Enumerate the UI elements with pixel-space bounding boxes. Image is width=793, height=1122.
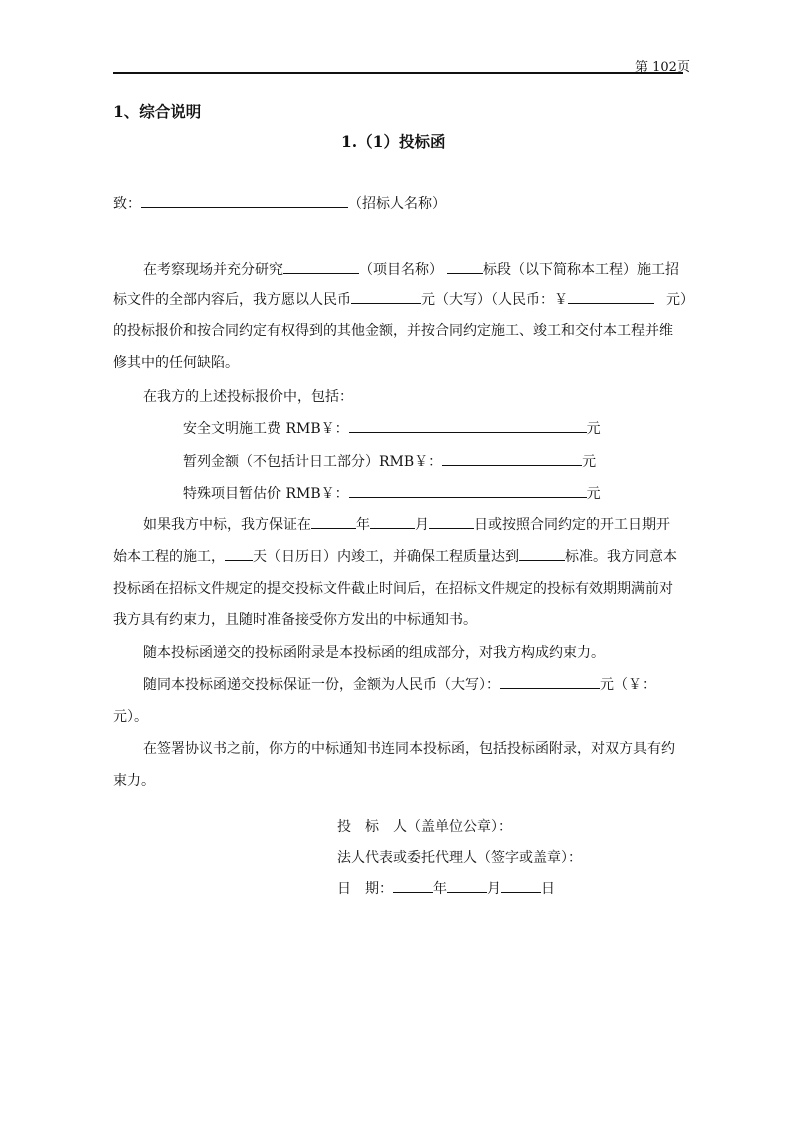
item-safety-fee bbox=[113, 418, 753, 438]
para1-line3: 的投标报价和按合同约定有权得到的其他金额，并按合同约定施工、竣工和交付本工程并维 bbox=[113, 323, 673, 339]
addressee-suffix: （招标人名称） bbox=[348, 196, 446, 212]
includes-intro: 在我方的上述投标报价中，包括： bbox=[143, 389, 353, 405]
start-year-blank[interactable] bbox=[311, 514, 356, 529]
year-label: 年 bbox=[433, 881, 447, 897]
para1-text-c: 标段（以下简称本工程）施工招 bbox=[483, 262, 679, 278]
month-label: 月 bbox=[487, 881, 501, 897]
para2-line1 bbox=[113, 514, 713, 534]
sign-year-blank[interactable] bbox=[393, 878, 433, 893]
item-label: 特殊项目暂估价 RMB￥： bbox=[183, 486, 349, 502]
item-label: 暂列金额（不包括计日工部分）RMB￥： bbox=[183, 454, 443, 470]
bid-amount-words-blank[interactable] bbox=[351, 289, 421, 304]
header-rule bbox=[113, 72, 683, 74]
para5-line2: 束力。 bbox=[113, 773, 155, 789]
para2-text-b: 年 bbox=[356, 517, 370, 533]
para4-text-a: 随同本投标函递交投标保证一份，金额为人民币（大写）： bbox=[143, 677, 500, 693]
item-provisional-sum bbox=[113, 451, 753, 471]
start-day-blank[interactable] bbox=[429, 514, 474, 529]
addressee-prefix: 致： bbox=[113, 196, 141, 212]
document-title: 1.（1）投标函 bbox=[341, 132, 446, 151]
para2-line3: 投标函在招标文件规定的提交投标文件截止时间后，在招标文件规定的投标有效期期满前对 bbox=[113, 581, 673, 597]
para4-line2: 元）。 bbox=[113, 709, 148, 725]
bid-amount-figures-blank[interactable] bbox=[568, 289, 654, 304]
project-name-blank[interactable] bbox=[283, 259, 359, 274]
para2-text-f: 天（日历日）内竣工，并确保工程质量达到 bbox=[253, 549, 519, 565]
para1-text-d: 标文件的全部内容后，我方愿以人民币 bbox=[113, 292, 351, 308]
para4-text-b: 元（￥： bbox=[600, 677, 656, 693]
para3: 随本投标函递交的投标函附录是本投标函的组成部分，对我方构成约束力。 bbox=[143, 645, 605, 661]
lot-blank[interactable] bbox=[447, 259, 483, 274]
day-label: 日 bbox=[541, 881, 555, 897]
para2-text-d: 日或按照合同约定的开工日期开 bbox=[474, 517, 670, 533]
para1-line2 bbox=[113, 289, 694, 309]
guarantee-amount-blank[interactable] bbox=[500, 674, 600, 689]
para4-line1 bbox=[113, 674, 713, 694]
para2-line4: 我方具有约束力，且随时准备接受你方发出的中标通知书。 bbox=[113, 612, 477, 628]
start-month-blank[interactable] bbox=[370, 514, 415, 529]
para1-text-e: 元（大写）（人民币：￥ bbox=[421, 292, 568, 308]
item-special-estimate bbox=[113, 483, 753, 503]
duration-days-blank[interactable] bbox=[225, 546, 253, 561]
quality-standard-blank[interactable] bbox=[519, 546, 565, 561]
sign-day-blank[interactable] bbox=[501, 878, 541, 893]
representative-signature-line: 法人代表或委托代理人（签字或盖章）： bbox=[337, 850, 582, 866]
para2-text-c: 月 bbox=[415, 517, 429, 533]
item-unit: 元 bbox=[586, 421, 601, 437]
page-number: 第 102页 bbox=[635, 60, 690, 75]
addressee-line bbox=[113, 193, 683, 213]
item-unit: 元 bbox=[586, 486, 601, 502]
para1-line1 bbox=[113, 259, 713, 279]
para2-text-a: 如果我方中标，我方保证在 bbox=[143, 517, 311, 533]
date-label: 日 期： bbox=[337, 881, 393, 897]
date-line bbox=[337, 878, 555, 898]
provisional-sum-blank[interactable] bbox=[442, 451, 582, 466]
para2-text-g: 标准。我方同意本 bbox=[565, 549, 677, 565]
para1-text-b: （项目名称） bbox=[359, 262, 443, 278]
tenderee-name-blank[interactable] bbox=[141, 193, 348, 208]
section-title: 1、综合说明 bbox=[113, 102, 202, 121]
para5-line1: 在签署协议书之前，你方的中标通知书连同本投标函，包括投标函附录，对双方具有约 bbox=[143, 741, 675, 757]
para1-line4: 修其中的任何缺陷。 bbox=[113, 355, 239, 371]
item-unit: 元 bbox=[582, 454, 597, 470]
para1-text-a: 在考察现场并充分研究 bbox=[143, 262, 283, 278]
bidder-signature-line: 投 标 人（盖单位公章）： bbox=[337, 819, 512, 835]
safety-fee-blank[interactable] bbox=[349, 418, 587, 433]
sign-month-blank[interactable] bbox=[447, 878, 487, 893]
para1-text-f: 元） bbox=[666, 292, 694, 308]
para2-text-e: 始本工程的施工， bbox=[113, 549, 225, 565]
para2-line2 bbox=[113, 546, 683, 566]
special-estimate-blank[interactable] bbox=[349, 483, 587, 498]
item-label: 安全文明施工费 RMB￥： bbox=[183, 421, 349, 437]
